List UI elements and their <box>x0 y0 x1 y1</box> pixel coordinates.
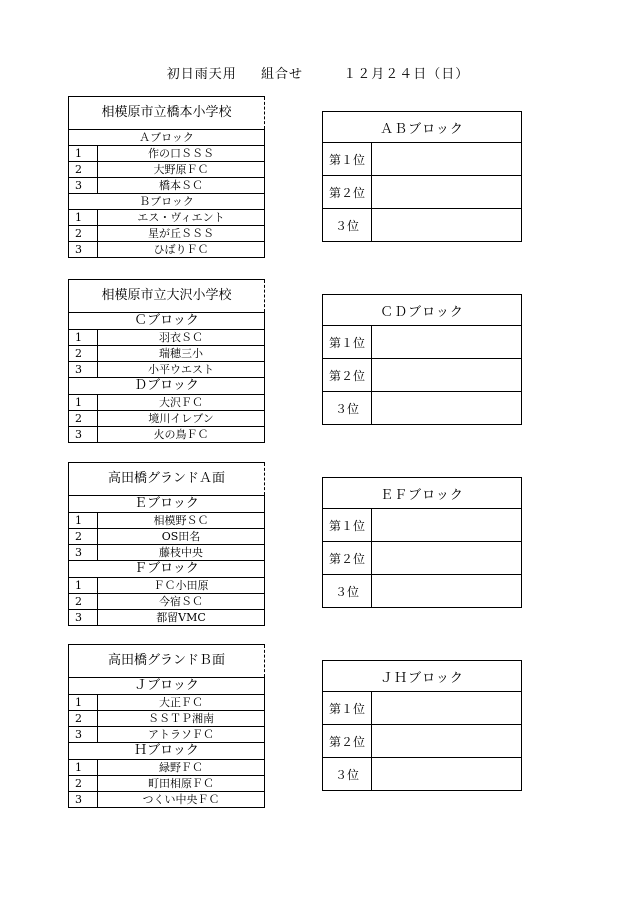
team-row <box>69 711 265 727</box>
result-table-ef <box>322 477 522 608</box>
team-name: OS田名 <box>98 529 265 545</box>
title-label: 組合せ <box>260 67 303 82</box>
place-label: 第２位 <box>323 176 372 209</box>
place-label: 第２位 <box>323 542 372 575</box>
team-number: 2 <box>69 594 98 610</box>
team-name: 小平ウエスト <box>98 362 265 378</box>
team-name: 今宿ＳＣ <box>98 594 265 610</box>
place-entry <box>372 725 522 758</box>
team-number: 3 <box>69 242 98 258</box>
team-name: 緑野ＦＣ <box>98 760 265 776</box>
block-label: Ｄブロック <box>69 378 265 395</box>
team-number: 3 <box>69 727 98 743</box>
block-label: Ｅブロック <box>69 496 265 513</box>
place-label: 第１位 <box>323 509 372 542</box>
team-number: 1 <box>69 395 98 411</box>
place-entry <box>372 575 522 608</box>
block-label: Ｃブロック <box>69 313 265 330</box>
place-label: 第１位 <box>323 326 372 359</box>
team-name: アトラソＦＣ <box>98 727 265 743</box>
team-number: 2 <box>69 776 98 792</box>
place-entry <box>372 758 522 791</box>
team-number: 3 <box>69 610 98 626</box>
result-label: ＣＤブロック <box>323 295 522 326</box>
team-number: 2 <box>69 411 98 427</box>
team-name: 大野原ＦＣ <box>98 162 265 178</box>
team-row <box>69 427 265 443</box>
result-table-jh <box>322 660 522 791</box>
team-number: 1 <box>69 513 98 529</box>
team-number: 1 <box>69 760 98 776</box>
venue-table-osawa <box>68 279 265 443</box>
block-label: Ａブロック <box>69 130 265 146</box>
team-number: 2 <box>69 711 98 727</box>
team-number: 1 <box>69 330 98 346</box>
venue-table-hashimoto <box>68 96 265 258</box>
place-entry <box>372 359 522 392</box>
place-label: 第１位 <box>323 143 372 176</box>
place-label: ３位 <box>323 392 372 425</box>
team-name: つくい中央ＦＣ <box>98 792 265 808</box>
team-name: 都留VMC <box>98 610 265 626</box>
team-row <box>69 727 265 743</box>
place-entry <box>372 176 522 209</box>
team-name: 作の口ＳＳＳ <box>98 146 265 162</box>
team-row <box>69 695 265 711</box>
team-name: 藤枝中央 <box>98 545 265 561</box>
team-name: 境川イレブン <box>98 411 265 427</box>
team-name: 瑞穂三小 <box>98 346 265 362</box>
team-name: 火の鳥ＦＣ <box>98 427 265 443</box>
venue-table-takataba-a <box>68 462 265 626</box>
team-number: 1 <box>69 210 98 226</box>
place-entry <box>372 143 522 176</box>
block-label: Ｂブロック <box>69 194 265 210</box>
team-row <box>69 610 265 626</box>
place-entry <box>372 392 522 425</box>
team-row <box>69 210 265 226</box>
result-label: ＡＢブロック <box>323 112 522 143</box>
place-entry <box>372 209 522 242</box>
team-name: ＳＳＴＰ湘南 <box>98 711 265 727</box>
team-row <box>69 146 265 162</box>
venue-name: 高田橋グランドＡ面 <box>69 463 265 496</box>
team-number: 3 <box>69 792 98 808</box>
team-row <box>69 545 265 561</box>
team-name: エス・ヴィエント <box>98 210 265 226</box>
team-row <box>69 760 265 776</box>
team-row <box>69 346 265 362</box>
team-number: 3 <box>69 362 98 378</box>
team-row <box>69 226 265 242</box>
team-name: 大正ＦＣ <box>98 695 265 711</box>
team-row <box>69 411 265 427</box>
team-number: 1 <box>69 578 98 594</box>
result-label: ＥＦブロック <box>323 478 522 509</box>
block-label: Ｈブロック <box>69 743 265 760</box>
team-row <box>69 162 265 178</box>
team-row <box>69 330 265 346</box>
team-number: 2 <box>69 529 98 545</box>
result-table-ab <box>322 111 522 242</box>
team-number: 3 <box>69 545 98 561</box>
block-label: Ｊブロック <box>69 678 265 695</box>
team-number: 3 <box>69 427 98 443</box>
place-label: 第２位 <box>323 359 372 392</box>
result-table-cd <box>322 294 522 425</box>
team-name: 羽衣ＳＣ <box>98 330 265 346</box>
title-date: １２月２４日（日） <box>343 67 470 82</box>
team-row <box>69 578 265 594</box>
team-name: 大沢ＦＣ <box>98 395 265 411</box>
title-event: 初日雨天用 <box>166 67 237 82</box>
place-label: 第２位 <box>323 725 372 758</box>
page-title <box>0 63 636 82</box>
place-entry <box>372 509 522 542</box>
team-row <box>69 513 265 529</box>
team-name: ＦＣ小田原 <box>98 578 265 594</box>
venue-table-takataba-b <box>68 644 265 808</box>
team-number: 2 <box>69 162 98 178</box>
team-name: 星が丘ＳＳＳ <box>98 226 265 242</box>
venue-name: 相模原市立大沢小学校 <box>69 280 265 313</box>
place-label: ３位 <box>323 758 372 791</box>
team-row <box>69 529 265 545</box>
team-name: ひばりＦＣ <box>98 242 265 258</box>
team-row <box>69 362 265 378</box>
place-label: ３位 <box>323 209 372 242</box>
team-number: 3 <box>69 178 98 194</box>
place-label: ３位 <box>323 575 372 608</box>
team-row <box>69 242 265 258</box>
team-name: 橋本ＳＣ <box>98 178 265 194</box>
team-row <box>69 395 265 411</box>
team-row <box>69 792 265 808</box>
team-number: 2 <box>69 226 98 242</box>
block-label: Ｆブロック <box>69 561 265 578</box>
result-label: ＪＨブロック <box>323 661 522 692</box>
team-number: 2 <box>69 346 98 362</box>
team-row <box>69 776 265 792</box>
place-entry <box>372 326 522 359</box>
venue-name: 高田橋グランドＢ面 <box>69 645 265 678</box>
team-number: 1 <box>69 146 98 162</box>
team-row <box>69 594 265 610</box>
team-name: 相模野ＳＣ <box>98 513 265 529</box>
team-number: 1 <box>69 695 98 711</box>
venue-name: 相模原市立橋本小学校 <box>69 97 265 130</box>
team-row <box>69 178 265 194</box>
place-entry <box>372 542 522 575</box>
place-entry <box>372 692 522 725</box>
place-label: 第１位 <box>323 692 372 725</box>
team-name: 町田相原ＦＣ <box>98 776 265 792</box>
